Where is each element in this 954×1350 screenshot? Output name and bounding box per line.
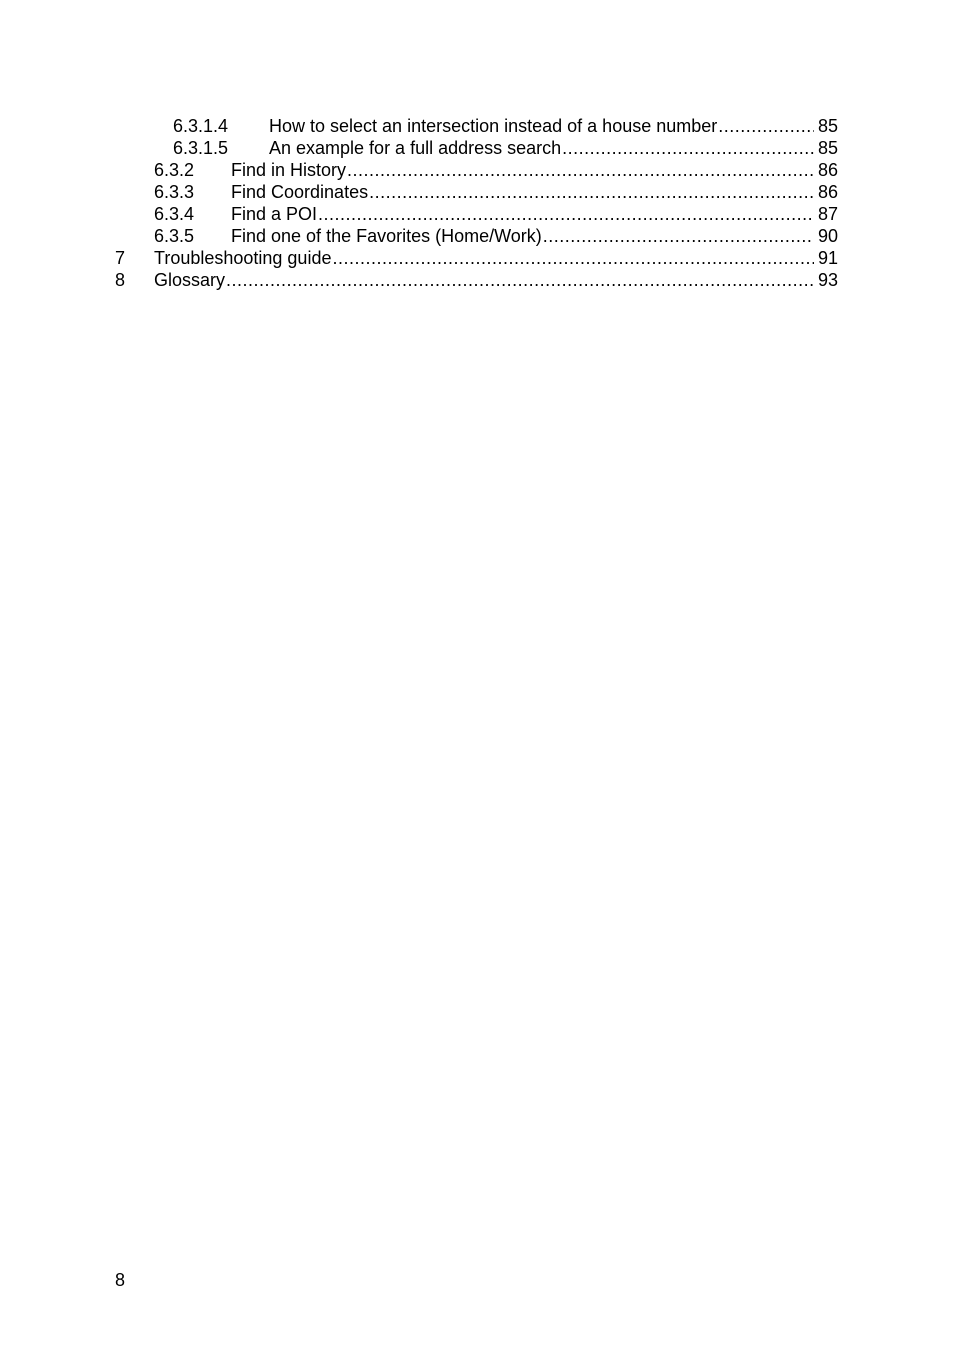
toc-entry-number: 6.3.1.4 <box>173 116 229 136</box>
toc-entry-number: 6.3.2 <box>154 160 195 180</box>
toc-dot-leader <box>347 159 814 181</box>
toc-entry-title: Find in History <box>231 160 347 180</box>
page-number: 8 <box>115 1270 126 1290</box>
toc-dot-leader <box>562 137 814 159</box>
toc-entry-page: 85 <box>814 137 838 159</box>
toc-entry-body <box>231 181 838 203</box>
toc-entry-title: Find Coordinates <box>231 182 369 202</box>
toc-entry-title: Find one of the Favorites (Home/Work) <box>231 226 542 246</box>
toc-dot-leader <box>318 203 814 225</box>
toc-entry-title: Glossary <box>154 270 226 290</box>
toc-entry-number: 6.3.4 <box>154 204 195 224</box>
toc-dot-leader <box>332 247 814 269</box>
toc-entry-body <box>231 225 838 247</box>
toc-entry-title: An example for a full address search <box>269 138 562 158</box>
toc-entry-body <box>231 203 838 225</box>
toc-entry-number: 6.3.5 <box>154 226 195 246</box>
toc-entry-page: 86 <box>814 159 838 181</box>
toc-entry-body <box>154 247 838 269</box>
toc-entry-body <box>269 115 838 137</box>
toc-entry[interactable] <box>0 181 954 203</box>
toc-entry[interactable] <box>0 115 954 137</box>
toc-entry-title: Find a POI <box>231 204 318 224</box>
toc-entry-title: How to select an intersection instead of a house number <box>269 116 718 136</box>
toc-entry[interactable] <box>0 269 954 291</box>
toc-entry-page: 93 <box>814 269 838 291</box>
toc-entry[interactable] <box>0 137 954 159</box>
toc-entry-body <box>231 159 838 181</box>
toc-entry-body <box>154 269 838 291</box>
toc-entry-number: 6.3.1.5 <box>173 138 229 158</box>
toc-entry-page: 85 <box>814 115 838 137</box>
toc-entry-number: 7 <box>115 248 126 268</box>
toc-entry-page: 86 <box>814 181 838 203</box>
toc-entry-number: 8 <box>115 270 126 290</box>
toc-dot-leader <box>718 115 814 137</box>
toc-entry-number: 6.3.3 <box>154 182 195 202</box>
toc-dot-leader <box>226 269 814 291</box>
toc-entry[interactable] <box>0 247 954 269</box>
toc-entry[interactable] <box>0 225 954 247</box>
toc-entry-page: 90 <box>814 225 838 247</box>
table-of-contents <box>0 115 954 291</box>
toc-entry-page: 91 <box>814 247 838 269</box>
toc-entry[interactable] <box>0 159 954 181</box>
toc-dot-leader <box>369 181 814 203</box>
toc-entry-page: 87 <box>814 203 838 225</box>
toc-entry-body <box>269 137 838 159</box>
toc-entry-title: Troubleshooting guide <box>154 248 332 268</box>
toc-entry[interactable] <box>0 203 954 225</box>
toc-dot-leader <box>543 225 814 247</box>
